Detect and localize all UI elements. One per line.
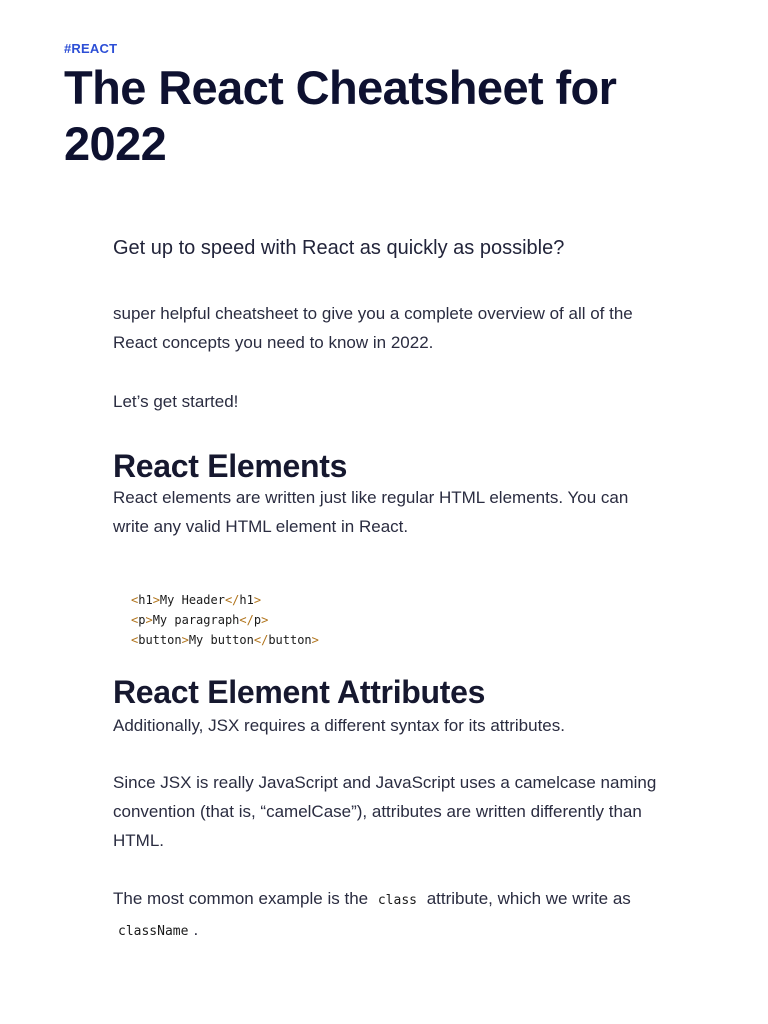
- inline-code-class: class: [377, 893, 417, 908]
- classname-text-middle: attribute, which we write as: [426, 889, 631, 908]
- code-block-html-elements: [131, 590, 319, 650]
- inline-code-classname: className: [118, 924, 189, 939]
- classname-text-end: .: [193, 920, 199, 939]
- code-line: <button>My button</button>: [131, 633, 319, 647]
- classname-text-before: The most common example is the: [113, 889, 369, 908]
- code-line: <p>My paragraph</p>: [131, 613, 269, 627]
- article-title: The React Cheatsheet for 2022: [64, 61, 617, 170]
- attributes-paragraph-camelcase: Since JSX is really JavaScript and JavaScript uses a camelcase naming convention (that is, “camelCase”), attributes are written differently than HTML.: [113, 773, 657, 850]
- attributes-paragraph-classname: [113, 884, 658, 946]
- section-heading-react-element-attributes: React Element Attributes: [113, 674, 486, 710]
- article-lead: Get up to speed with React as quickly as possible?: [113, 237, 565, 259]
- react-elements-paragraph: React elements are written just like regular HTML elements. You can write any valid HTML element in React.: [113, 488, 629, 536]
- intro-start-paragraph: Let’s get started!: [113, 392, 239, 411]
- section-heading-react-elements: React Elements: [113, 448, 348, 484]
- attributes-paragraph-jsx: Additionally, JSX requires a different syntax for its attributes.: [113, 716, 565, 735]
- intro-paragraph: super helpful cheatsheet to give you a complete overview of all of the React concepts you need to know in 2022.: [113, 304, 633, 352]
- topic-tag-link[interactable]: #REACT: [64, 41, 118, 56]
- code-line: <h1>My Header</h1>: [131, 593, 262, 607]
